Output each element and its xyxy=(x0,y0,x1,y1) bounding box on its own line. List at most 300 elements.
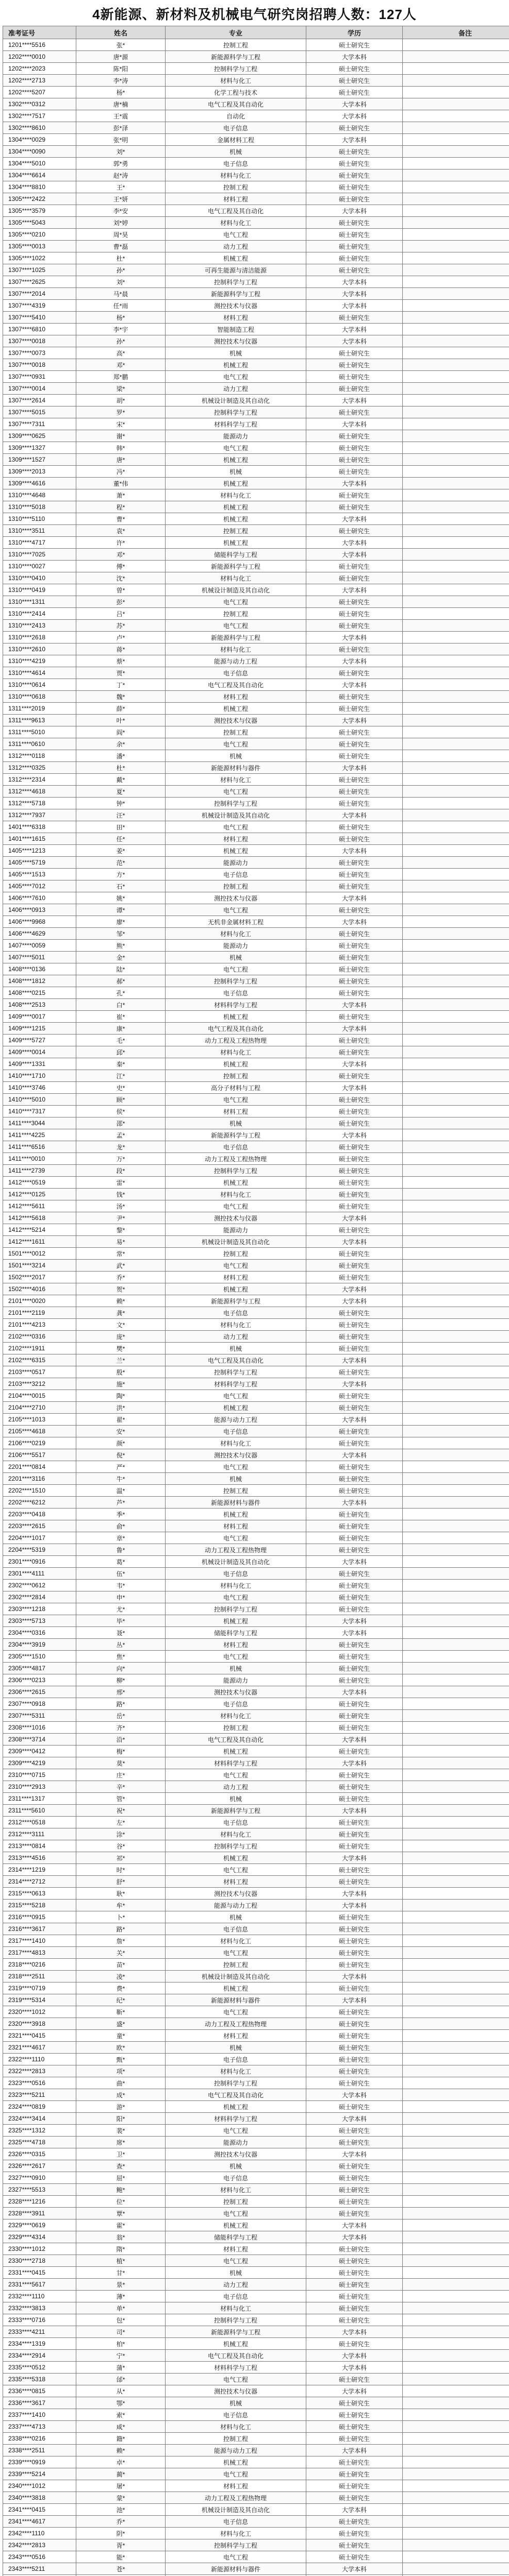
note-cell xyxy=(403,809,509,821)
name-cell: 雷* xyxy=(76,1177,166,1189)
table-row xyxy=(3,1722,509,1734)
candidate-table xyxy=(3,26,509,2576)
major-cell: 机械 xyxy=(166,347,306,359)
name-cell: 卜* xyxy=(76,1911,166,1923)
exam-id-cell: 1307****7311 xyxy=(3,418,76,430)
exam-id-cell: 1307****0073 xyxy=(3,347,76,359)
note-cell xyxy=(403,158,509,170)
note-cell xyxy=(403,241,509,252)
degree-cell: 硕士研究生 xyxy=(306,1224,403,1236)
table-row xyxy=(3,1911,509,1923)
major-cell: 无机非金属材料工程 xyxy=(166,916,306,928)
name-cell: 包* xyxy=(76,2314,166,2326)
major-cell: 电气工程及其自动化 xyxy=(166,679,306,691)
major-cell: 动力工程及工程热物理 xyxy=(166,1544,306,1556)
major-cell: 控制工程 xyxy=(166,1248,306,1260)
degree-cell: 硕士研究生 xyxy=(306,821,403,833)
degree-cell: 大学本科 xyxy=(306,2445,403,2456)
note-cell xyxy=(403,1971,509,1982)
header-note: 备注 xyxy=(403,26,509,39)
table-row xyxy=(3,1070,509,1082)
major-cell: 控制工程 xyxy=(166,1722,306,1734)
name-cell: 尹* xyxy=(76,1212,166,1224)
note-cell xyxy=(403,1390,509,1402)
note-cell xyxy=(403,1615,509,1627)
note-cell xyxy=(403,1520,509,1532)
degree-cell: 硕士研究生 xyxy=(306,2279,403,2291)
major-cell: 机械工程 xyxy=(166,537,306,549)
degree-cell: 硕士研究生 xyxy=(306,1390,403,1402)
note-cell xyxy=(403,1354,509,1366)
exam-id-cell: 2327****0910 xyxy=(3,2172,76,2184)
table-row xyxy=(3,608,509,620)
degree-cell: 大学本科 xyxy=(306,1615,403,1627)
name-cell: 彭* xyxy=(76,596,166,608)
exam-id-cell: 2340****3818 xyxy=(3,2492,76,2504)
note-cell xyxy=(403,2255,509,2267)
name-cell: 乔* xyxy=(76,1272,166,1283)
exam-id-cell: 1310****4717 xyxy=(3,537,76,549)
major-cell: 电气工程 xyxy=(166,2468,306,2480)
major-cell: 机械设计制造及其自动化 xyxy=(166,584,306,596)
note-cell xyxy=(403,750,509,762)
note-cell xyxy=(403,904,509,916)
table-row xyxy=(3,845,509,857)
name-cell: 翟* xyxy=(76,1414,166,1426)
exam-id-cell: 2330****2718 xyxy=(3,2255,76,2267)
exam-id-cell: 1312****0118 xyxy=(3,750,76,762)
degree-cell: 硕士研究生 xyxy=(306,904,403,916)
note-cell xyxy=(403,110,509,122)
major-cell: 控制科学与工程 xyxy=(166,1603,306,1615)
degree-cell: 硕士研究生 xyxy=(306,1248,403,1260)
degree-cell: 大学本科 xyxy=(306,2231,403,2243)
name-cell: 赖* xyxy=(76,2445,166,2456)
note-cell xyxy=(403,1923,509,1935)
major-cell: 能源动力 xyxy=(166,2137,306,2148)
table-row xyxy=(3,193,509,205)
note-cell xyxy=(403,1437,509,1449)
degree-cell: 硕士研究生 xyxy=(306,1011,403,1023)
major-cell: 电气工程及其自动化 xyxy=(166,2089,306,2101)
note-cell xyxy=(403,489,509,501)
table-row xyxy=(3,2480,509,2492)
note-cell xyxy=(403,2125,509,2137)
note-cell xyxy=(403,1840,509,1852)
major-cell: 电子信息 xyxy=(166,2409,306,2421)
table-row xyxy=(3,2006,509,2018)
major-cell: 电气工程 xyxy=(166,596,306,608)
name-cell: 蔺* xyxy=(76,2468,166,2480)
note-cell xyxy=(403,1129,509,1141)
note-cell xyxy=(403,2563,509,2575)
note-cell xyxy=(403,2089,509,2101)
exam-id-cell: 2321****0415 xyxy=(3,2030,76,2042)
table-row xyxy=(3,1283,509,1295)
degree-cell: 硕士研究生 xyxy=(306,1200,403,1212)
major-cell: 能源与动力工程 xyxy=(166,1900,306,1911)
major-cell: 储能科学与工程 xyxy=(166,549,306,561)
name-cell: 夏* xyxy=(76,786,166,798)
degree-cell: 大学本科 xyxy=(306,276,403,288)
degree-cell: 硕士研究生 xyxy=(306,643,403,655)
major-cell: 测控技术与仪器 xyxy=(166,1212,306,1224)
major-cell: 化学工程与技术 xyxy=(166,87,306,98)
exam-id-cell: 2315****5218 xyxy=(3,1900,76,1911)
exam-id-cell: 1410****5010 xyxy=(3,1094,76,1106)
degree-cell: 大学本科 xyxy=(306,288,403,300)
exam-id-cell: 1202****2713 xyxy=(3,75,76,87)
exam-id-cell: 1406****7610 xyxy=(3,892,76,904)
name-cell: 张* xyxy=(76,39,166,51)
exam-id-cell: 1412****0519 xyxy=(3,1177,76,1189)
degree-cell: 硕士研究生 xyxy=(306,1663,403,1674)
major-cell: 材料与化工 xyxy=(166,2184,306,2196)
exam-id-cell: 2106****5517 xyxy=(3,1449,76,1461)
exam-id-cell: 2304****0316 xyxy=(3,1627,76,1639)
exam-id-cell: 2317****4813 xyxy=(3,1947,76,1959)
degree-cell: 大学本科 xyxy=(306,205,403,217)
major-cell: 控制工程 xyxy=(166,2196,306,2208)
note-cell xyxy=(403,1426,509,1437)
exam-id-cell: 1311****0610 xyxy=(3,738,76,750)
note-cell xyxy=(403,430,509,442)
major-cell: 材料与化工 xyxy=(166,774,306,786)
table-row xyxy=(3,726,509,738)
name-cell: 萧* xyxy=(76,489,166,501)
note-cell xyxy=(403,2196,509,2208)
major-cell: 机械工程 xyxy=(166,454,306,466)
exam-id-cell: 2333****4211 xyxy=(3,2326,76,2338)
major-cell: 材料与化工 xyxy=(166,1437,306,1449)
major-cell: 材料与化工 xyxy=(166,643,306,655)
degree-cell: 硕士研究生 xyxy=(306,454,403,466)
exam-id-cell: 2323****0516 xyxy=(3,2077,76,2089)
name-cell: 索* xyxy=(76,2409,166,2421)
degree-cell: 硕士研究生 xyxy=(306,2018,403,2030)
table-row xyxy=(3,2528,509,2539)
name-cell: 柳* xyxy=(76,1674,166,1686)
major-cell: 材料与化工 xyxy=(166,2302,306,2314)
note-cell xyxy=(403,596,509,608)
degree-cell: 硕士研究生 xyxy=(306,2196,403,2208)
note-cell xyxy=(403,2208,509,2219)
major-cell: 材料与化工 xyxy=(166,572,306,584)
name-cell: 籍* xyxy=(76,2433,166,2445)
note-cell xyxy=(403,916,509,928)
exam-id-cell: 2103****3212 xyxy=(3,1378,76,1390)
table-row xyxy=(3,2160,509,2172)
exam-id-cell: 2202****6212 xyxy=(3,1497,76,1509)
name-cell: 周*昊 xyxy=(76,229,166,241)
name-cell: 曹*磊 xyxy=(76,241,166,252)
note-cell xyxy=(403,87,509,98)
name-cell: 乔* xyxy=(76,2516,166,2528)
table-row xyxy=(3,2456,509,2468)
name-cell: 蔡* xyxy=(76,655,166,667)
name-cell: 甄* xyxy=(76,2054,166,2065)
exam-id-cell: 1502****4016 xyxy=(3,1283,76,1295)
note-cell xyxy=(403,1402,509,1414)
name-cell: 傅* xyxy=(76,561,166,572)
table-row xyxy=(3,300,509,312)
name-cell: 杨* xyxy=(76,312,166,324)
name-cell: 余* xyxy=(76,738,166,750)
note-cell xyxy=(403,1663,509,1674)
major-cell: 机械工程 xyxy=(166,1745,306,1757)
exam-id-cell: 2309****4219 xyxy=(3,1757,76,1769)
degree-cell: 硕士研究生 xyxy=(306,229,403,241)
exam-id-cell: 2337****4713 xyxy=(3,2421,76,2433)
degree-cell: 硕士研究生 xyxy=(306,158,403,170)
major-cell: 机械工程 xyxy=(166,1852,306,1864)
table-row xyxy=(3,1461,509,1473)
degree-cell: 硕士研究生 xyxy=(306,264,403,276)
table-row xyxy=(3,2338,509,2350)
major-cell: 机械 xyxy=(166,1793,306,1805)
exam-id-cell: 1310****0027 xyxy=(3,561,76,572)
major-cell: 电子信息 xyxy=(166,1426,306,1437)
name-cell: 熊* xyxy=(76,940,166,952)
exam-id-cell: 2311****5610 xyxy=(3,1805,76,1817)
degree-cell: 硕士研究生 xyxy=(306,1165,403,1177)
note-cell xyxy=(403,1011,509,1023)
name-cell: 邹* xyxy=(76,928,166,940)
major-cell: 控制科学与工程 xyxy=(166,2077,306,2089)
exam-id-cell: 1304****8810 xyxy=(3,181,76,193)
table-row xyxy=(3,98,509,110)
note-cell xyxy=(403,2042,509,2054)
exam-id-cell: 2339****0919 xyxy=(3,2456,76,2468)
degree-cell: 硕士研究生 xyxy=(306,1319,403,1331)
degree-cell: 硕士研究生 xyxy=(306,2409,403,2421)
degree-cell: 硕士研究生 xyxy=(306,1793,403,1805)
exam-id-cell: 1310****2610 xyxy=(3,643,76,655)
exam-id-cell: 2102****1911 xyxy=(3,1343,76,1354)
table-row xyxy=(3,963,509,975)
table-row xyxy=(3,1757,509,1769)
name-cell: 舒* xyxy=(76,1876,166,1888)
major-cell: 电子信息 xyxy=(166,1698,306,1710)
exam-id-cell: 1307****0018 xyxy=(3,359,76,371)
exam-id-cell: 1309****4616 xyxy=(3,478,76,489)
table-row xyxy=(3,1046,509,1058)
exam-id-cell: 1411****3044 xyxy=(3,1117,76,1129)
major-cell: 电子信息 xyxy=(166,1568,306,1580)
table-row xyxy=(3,1354,509,1366)
exam-id-cell: 1310****0614 xyxy=(3,679,76,691)
note-cell xyxy=(403,252,509,264)
major-cell: 电子信息 xyxy=(166,158,306,170)
major-cell: 控制工程 xyxy=(166,608,306,620)
table-row xyxy=(3,229,509,241)
table-row xyxy=(3,537,509,549)
major-cell: 金属材料工程 xyxy=(166,134,306,146)
table-row xyxy=(3,75,509,87)
name-cell: 袁* xyxy=(76,525,166,537)
name-cell: 马*晨 xyxy=(76,288,166,300)
name-cell: 宋* xyxy=(76,418,166,430)
major-cell: 机械工程 xyxy=(166,478,306,489)
table-row xyxy=(3,1058,509,1070)
note-cell xyxy=(403,1888,509,1900)
exam-id-cell: 2101****0020 xyxy=(3,1295,76,1307)
exam-id-cell: 1307****5410 xyxy=(3,312,76,324)
degree-cell: 大学本科 xyxy=(306,110,403,122)
degree-cell: 硕士研究生 xyxy=(306,2516,403,2528)
note-cell xyxy=(403,1852,509,1864)
major-cell: 材料工程 xyxy=(166,833,306,845)
name-cell: 魏* xyxy=(76,691,166,703)
table-row xyxy=(3,2445,509,2456)
table-row xyxy=(3,762,509,774)
exam-id-cell: 1311****5010 xyxy=(3,726,76,738)
major-cell: 测控技术与仪器 xyxy=(166,335,306,347)
note-cell xyxy=(403,276,509,288)
exam-id-cell: 2343****0516 xyxy=(3,2551,76,2563)
degree-cell: 硕士研究生 xyxy=(306,1437,403,1449)
major-cell: 控制科学与工程 xyxy=(166,63,306,75)
degree-cell: 大学本科 xyxy=(306,2219,403,2231)
exam-id-cell: 2329****4314 xyxy=(3,2231,76,2243)
name-cell: 申* xyxy=(76,1591,166,1603)
table-row xyxy=(3,430,509,442)
degree-cell: 硕士研究生 xyxy=(306,1817,403,1828)
major-cell: 电气工程 xyxy=(166,620,306,632)
degree-cell: 硕士研究生 xyxy=(306,1959,403,1971)
degree-cell: 硕士研究生 xyxy=(306,975,403,987)
degree-cell: 硕士研究生 xyxy=(306,1070,403,1082)
major-cell: 材料与化工 xyxy=(166,2421,306,2433)
major-cell: 测控技术与仪器 xyxy=(166,1449,306,1461)
note-cell xyxy=(403,1947,509,1959)
exam-id-cell: 2101****4213 xyxy=(3,1319,76,1331)
exam-id-cell: 2105****1013 xyxy=(3,1414,76,1426)
exam-id-cell: 2324****3414 xyxy=(3,2113,76,2125)
header-exam-id: 准考证号 xyxy=(3,26,76,39)
table-row xyxy=(3,525,509,537)
name-cell: 路* xyxy=(76,1698,166,1710)
note-cell xyxy=(403,1224,509,1236)
name-cell: 郭*勇 xyxy=(76,158,166,170)
table-row xyxy=(3,371,509,383)
major-cell: 电子信息 xyxy=(166,1923,306,1935)
degree-cell: 硕士研究生 xyxy=(306,750,403,762)
exam-id-cell: 2341****4617 xyxy=(3,2516,76,2528)
table-row xyxy=(3,679,509,691)
note-cell xyxy=(403,466,509,478)
name-cell: 秦* xyxy=(76,1058,166,1070)
degree-cell: 硕士研究生 xyxy=(306,359,403,371)
table-row xyxy=(3,1011,509,1023)
name-cell: 葛* xyxy=(76,1556,166,1568)
note-cell xyxy=(403,2113,509,2125)
major-cell: 电气工程 xyxy=(166,2255,306,2267)
table-row xyxy=(3,987,509,999)
note-cell xyxy=(403,170,509,181)
major-cell: 材料与化工 xyxy=(166,170,306,181)
degree-cell: 大学本科 xyxy=(306,715,403,726)
degree-cell: 硕士研究生 xyxy=(306,1911,403,1923)
degree-cell: 硕士研究生 xyxy=(306,2125,403,2137)
major-cell: 材料与化工 xyxy=(166,1935,306,1947)
note-cell xyxy=(403,1651,509,1663)
table-row xyxy=(3,1935,509,1947)
note-cell xyxy=(403,1189,509,1200)
exam-id-cell: 1311****2019 xyxy=(3,703,76,715)
exam-id-cell: 2339****5214 xyxy=(3,2468,76,2480)
table-row xyxy=(3,2362,509,2374)
degree-cell: 硕士研究生 xyxy=(306,1710,403,1722)
degree-cell: 大学本科 xyxy=(306,1556,403,1568)
note-cell xyxy=(403,667,509,679)
major-cell: 能源动力 xyxy=(166,430,306,442)
degree-cell: 大学本科 xyxy=(306,1212,403,1224)
exam-id-cell: 1310****4614 xyxy=(3,667,76,679)
major-cell: 测控技术与仪器 xyxy=(166,300,306,312)
table-row xyxy=(3,1959,509,1971)
major-cell: 机械工程 xyxy=(166,1509,306,1520)
degree-cell: 硕士研究生 xyxy=(306,2101,403,2113)
major-cell: 材料与化工 xyxy=(166,1319,306,1331)
name-cell: 崔* xyxy=(76,1011,166,1023)
exam-id-cell: 1312****0325 xyxy=(3,762,76,774)
name-cell: 文* xyxy=(76,1319,166,1331)
note-cell xyxy=(403,2219,509,2231)
table-row xyxy=(3,1177,509,1189)
table-row xyxy=(3,1544,509,1556)
degree-cell: 硕士研究生 xyxy=(306,1568,403,1580)
exam-id-cell: 1410****7317 xyxy=(3,1106,76,1117)
name-cell: 唐* xyxy=(76,454,166,466)
note-cell xyxy=(403,1331,509,1343)
name-cell: 阎* xyxy=(76,726,166,738)
table-row xyxy=(3,489,509,501)
exam-id-cell: 2324****0819 xyxy=(3,2101,76,2113)
exam-id-cell: 2307****5311 xyxy=(3,1710,76,1722)
table-row xyxy=(3,1260,509,1272)
exam-id-cell: 1307****4319 xyxy=(3,300,76,312)
table-row xyxy=(3,643,509,655)
major-cell: 机械 xyxy=(166,1473,306,1485)
table-row xyxy=(3,1674,509,1686)
degree-cell: 大学本科 xyxy=(306,1023,403,1035)
major-cell: 电气工程 xyxy=(166,1947,306,1959)
degree-cell: 硕士研究生 xyxy=(306,2480,403,2492)
table-row xyxy=(3,1580,509,1591)
table-row xyxy=(3,205,509,217)
note-cell xyxy=(403,691,509,703)
name-cell: 邵* xyxy=(76,1117,166,1129)
major-cell: 材料与化工 xyxy=(166,1189,306,1200)
major-cell: 储能科学与工程 xyxy=(166,2231,306,2243)
name-cell: 牟* xyxy=(76,1900,166,1911)
exam-id-cell: 2302****0612 xyxy=(3,1580,76,1591)
major-cell: 电气工程 xyxy=(166,821,306,833)
degree-cell: 大学本科 xyxy=(306,1686,403,1698)
degree-cell: 硕士研究生 xyxy=(306,1331,403,1343)
note-cell xyxy=(403,940,509,952)
major-cell: 机械工程 xyxy=(166,1402,306,1414)
note-cell xyxy=(403,1319,509,1331)
degree-cell: 大学本科 xyxy=(306,1082,403,1094)
name-cell: 岳* xyxy=(76,1710,166,1722)
table-row xyxy=(3,39,509,51)
note-cell xyxy=(403,2054,509,2065)
name-cell: 屈* xyxy=(76,2172,166,2184)
major-cell: 控制科学与工程 xyxy=(166,406,306,418)
degree-cell: 大学本科 xyxy=(306,2350,403,2362)
